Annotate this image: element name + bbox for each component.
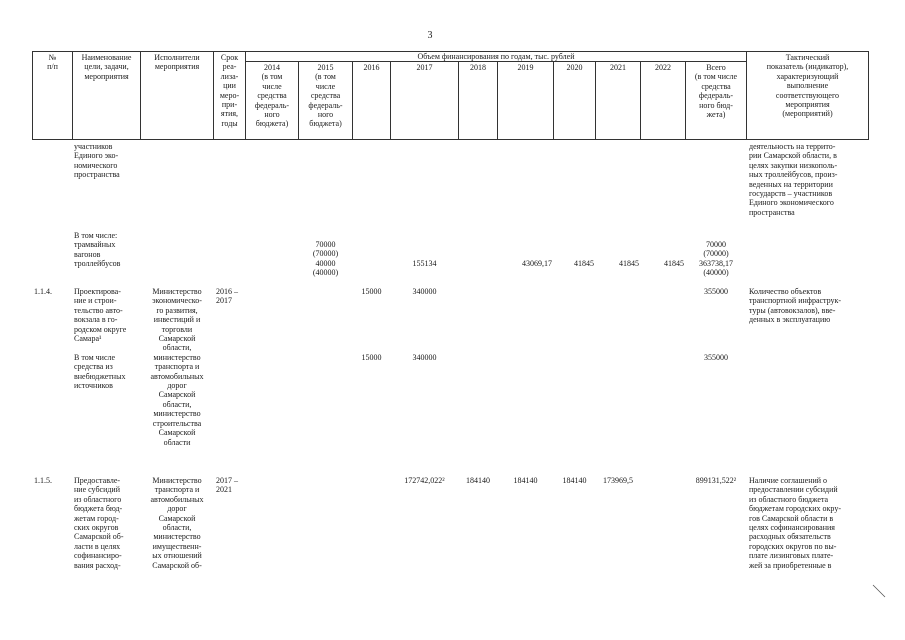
row-number-cell: 1.1.4.: [34, 287, 52, 296]
header-funding-title: Объем финансирования по годам, тыс. рублей: [417, 52, 575, 61]
row-2017-cell: 172742,022²: [404, 476, 445, 485]
header-indicator: Тактический показатель (индикатор), характеризующий выполнение соответствующего мероприятия (мероприятий): [766, 53, 849, 119]
col-border: [458, 61, 459, 140]
row-indicator-cell: Наличие соглашений о предоставлении субсидий из областного бюджета бюджетам городских окру- гов Самарской области в целях софинансирования расходных обязательств городских округов по вы- плате лизинговых плате- жей за приобретенные в: [749, 476, 841, 570]
header-year-2017: 2017: [416, 63, 433, 72]
incl-2015-cell: 70000 (70000) 40000 (40000): [312, 240, 339, 278]
header-year-2020: 2020: [566, 63, 583, 72]
col-border: [868, 51, 869, 140]
page-number: 3: [427, 30, 433, 41]
header-number: № п/п: [47, 53, 58, 72]
header-year-2018: 2018: [470, 63, 486, 72]
incl-2019-cell: 43069,17: [522, 259, 552, 268]
row-2018-cell: 184140: [466, 476, 490, 485]
row-term-cell: 2016 – 2017: [216, 287, 238, 306]
row-2019-cell: 184140: [513, 476, 538, 485]
sub-2016-cell: 15000: [361, 353, 382, 362]
cont-indicator-cell: деятельность на террито- рии Самарской области, в целях закупки низкополь- ных троллейбусов, произ- веденных на территории государств – участников Единого экономического пространства: [749, 142, 838, 217]
row-2020-cell: 184140: [562, 476, 587, 485]
row-executors-cell: Министерство экономическо- го развития, инвестиций и торговли Самарской области, министерство транспорта и автомобильных дорог Самарской области, министерство строительства Самарской области: [150, 287, 204, 447]
row-indicator-cell: Количество объектов транспортной инфраструк- туры (автовокзалов), вве- денных в эксплуатацию: [749, 287, 842, 325]
header-year-2022: 2022: [655, 63, 671, 72]
header-year-2014: 2014 (в том числе средства федераль- ного бюджета): [254, 63, 290, 129]
row-term-cell: 2017 – 2021: [216, 476, 238, 495]
header-year-2019: 2019: [517, 63, 534, 72]
header-year-2015: 2015 (в том числе средства федераль- ного бюджета): [308, 63, 343, 129]
incl-2022-cell: 41845: [664, 259, 684, 268]
header-year-2021: 2021: [610, 63, 626, 72]
scan-corner-mark: [872, 584, 886, 598]
incl-total-cell: 70000 (70000) 363738,17 (40000): [699, 240, 733, 278]
incl-2017-cell: 155134: [412, 259, 437, 268]
row-name-cell: Предоставле- ние субсидий из областного бюджета бюд- жетам город- ских округов Самарской об- ласти в целях софинансиро- вания расход-: [74, 476, 124, 570]
col-border: [390, 61, 391, 140]
col-border: [497, 61, 498, 140]
sub-2017-cell: 340000: [412, 353, 437, 362]
row-2021-cell: 173969,5: [603, 476, 633, 485]
row-executors-cell: Министерство транспорта и автомобильных дорог Самарской области, министерство имущественн- ых отношений Самарской об-: [150, 476, 204, 570]
row-total-cell: 899131,522²: [695, 476, 737, 485]
row-total-cell: 355000: [704, 287, 728, 296]
sub-name-cell: В том числе средства из внебюджетных источников: [74, 353, 126, 391]
header-name: Наименование цели, задачи, мероприятия: [81, 53, 132, 81]
row-number-cell: 1.1.5.: [34, 476, 52, 485]
col-border: [352, 61, 353, 140]
row-2017-cell: 340000: [412, 287, 437, 296]
row-name-cell: Проектирова- ние и строи- тельство авто- вокзала в го- родском округе Самара¹: [74, 287, 127, 344]
cont-name-cell: участников Единого эко- номического пространства: [74, 142, 120, 180]
col-border: [595, 61, 596, 140]
header-bottom-border: [32, 139, 868, 140]
col-border: [640, 61, 641, 140]
row-2016-cell: 15000: [361, 287, 382, 296]
header-term: Срок реа- лиза- ции меро- при- ятия, годы: [219, 53, 240, 128]
header-year-2016: 2016: [363, 63, 380, 72]
incl-2021-cell: 41845: [619, 259, 639, 268]
sub-total-cell: 355000: [704, 353, 728, 362]
col-border: [553, 61, 554, 140]
header-total: Всего (в том числе средства федераль- ного бюд- жета): [694, 63, 738, 120]
incl-2020-cell: 41845: [574, 259, 594, 268]
header-executors: Исполнители мероприятия: [154, 53, 200, 72]
incl-name-cell: В том числе: трамвайных вагонов троллейбусов: [74, 231, 121, 269]
